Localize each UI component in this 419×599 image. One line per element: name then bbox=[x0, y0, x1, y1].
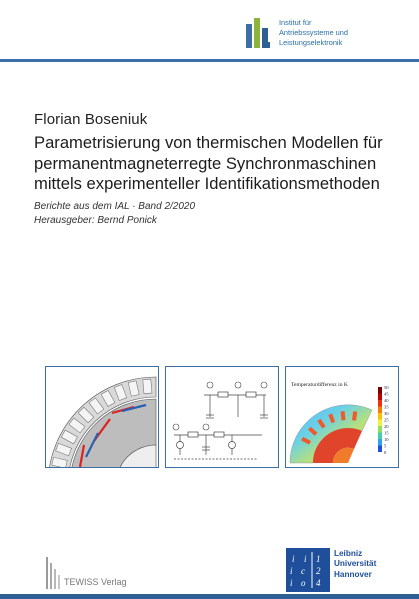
figure-machine-cross-section bbox=[45, 366, 159, 468]
svg-text:c: c bbox=[301, 566, 305, 576]
header-rule bbox=[0, 59, 419, 62]
institute-line-1: Institut für bbox=[279, 18, 312, 27]
scale-label: 0 bbox=[384, 450, 387, 455]
svg-text:i: i bbox=[290, 578, 293, 588]
tewiss-logo-mark bbox=[46, 557, 60, 589]
svg-text:4: 4 bbox=[316, 578, 321, 588]
institute-line-2: Antriebssysteme und bbox=[279, 28, 349, 38]
publisher-name: TEWISS Verlag bbox=[64, 577, 127, 587]
scale-label: 30 bbox=[384, 411, 389, 416]
university-name bbox=[334, 549, 376, 580]
title-line-1: Parametrisierung von thermischen Modellen für bbox=[34, 133, 383, 152]
author-name: Florian Boseniuk bbox=[34, 111, 148, 128]
scale-label: 40 bbox=[384, 398, 389, 403]
luh-logo bbox=[286, 548, 330, 592]
svg-text:i: i bbox=[292, 554, 295, 564]
footer-band bbox=[0, 594, 419, 599]
ial-logo bbox=[246, 18, 270, 48]
scale-label: 5 bbox=[384, 443, 387, 449]
temperature-color-scale bbox=[378, 387, 382, 452]
institute-line-3: Leistungselektronik bbox=[279, 38, 343, 48]
series-line: Berichte aus dem IAL · Band 2/2020 bbox=[34, 201, 196, 212]
temperature-legend-title: Temperaturdifferenz in K bbox=[291, 382, 348, 388]
svg-text:1: 1 bbox=[316, 554, 321, 564]
title-line-3: mittels experimenteller Identifikationsmethoden bbox=[34, 174, 380, 193]
svg-text:o: o bbox=[301, 578, 306, 588]
scale-label: 25 bbox=[384, 417, 389, 423]
svg-text:i: i bbox=[304, 554, 307, 564]
figure-temperature-distribution bbox=[285, 366, 399, 468]
svg-text:2: 2 bbox=[316, 566, 321, 576]
book-title bbox=[34, 133, 414, 195]
temperature-distribution-image bbox=[286, 367, 398, 467]
figure-thermal-network bbox=[165, 366, 279, 468]
scale-label: 45 bbox=[384, 391, 389, 397]
university-line-2: Universität bbox=[334, 559, 377, 569]
university-line-3: Hannover bbox=[334, 569, 372, 579]
scale-label: 15 bbox=[384, 430, 389, 436]
university-line-1: Leibniz bbox=[334, 549, 363, 558]
scale-label: 10 bbox=[384, 437, 389, 442]
editor-line: Herausgeber: Bernd Ponick bbox=[34, 214, 157, 226]
series-info bbox=[34, 200, 195, 227]
institute-name bbox=[279, 18, 379, 49]
scale-label: 50 bbox=[384, 385, 389, 390]
scale-label: 35 bbox=[384, 404, 389, 410]
svg-text:i: i bbox=[290, 566, 293, 576]
scale-label: 20 bbox=[384, 424, 389, 429]
thermal-network-diagram bbox=[166, 367, 278, 467]
machine-cross-section-image bbox=[46, 367, 158, 467]
title-line-2: permanentmagneterregte Synchronmaschinen bbox=[34, 153, 377, 173]
